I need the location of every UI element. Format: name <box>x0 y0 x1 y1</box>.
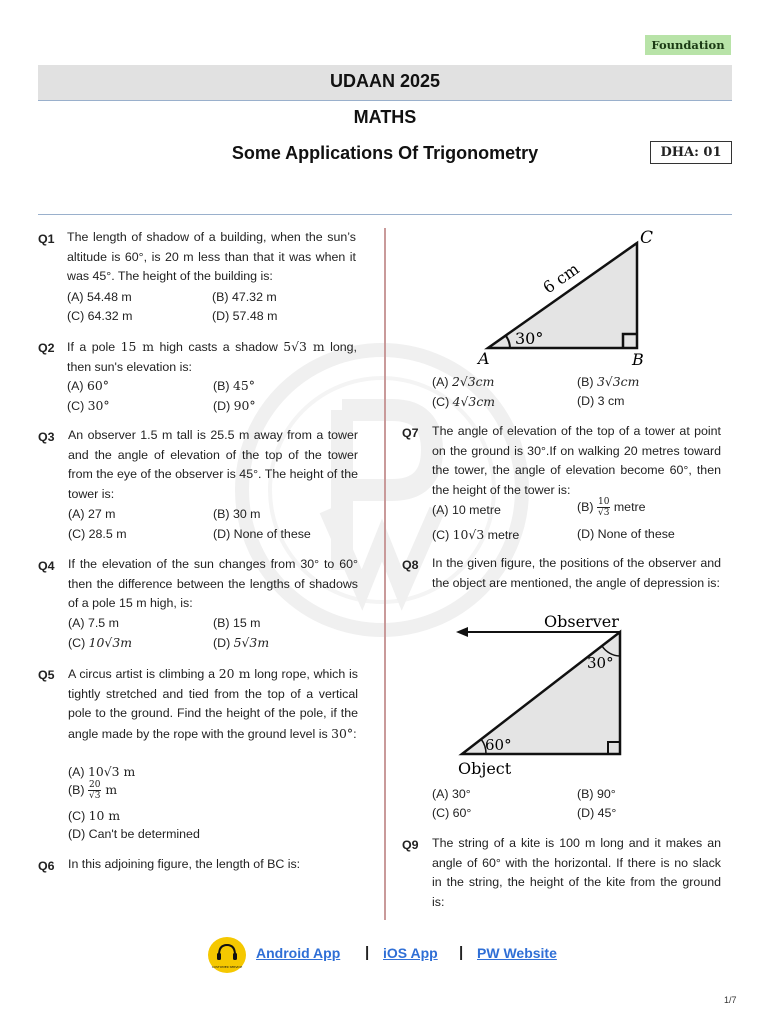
option-b: (B) 3√3cm <box>577 374 640 389</box>
option-a: (A) 10√3 m <box>68 764 136 779</box>
question-number: Q5 <box>38 668 55 682</box>
question-text: If a pole 15 m high casts a shadow 5√3 m long, then sun's elevation is: <box>67 339 357 374</box>
question-text: In the given figure, the positions of the observer and the object are mentioned, the angle of depression is: <box>432 556 721 590</box>
option-a: (A) 30° <box>432 787 471 801</box>
option-b: (B) 47.32 m <box>212 290 277 304</box>
depression-figure-q8 <box>450 608 630 783</box>
vertex-b-label: B <box>632 350 644 369</box>
logo-text: CUSTOMER SERVICE <box>211 965 243 969</box>
question-number: Q9 <box>402 838 419 852</box>
option-b: (B) 45° <box>213 378 255 393</box>
question-number: Q6 <box>38 859 55 873</box>
vertex-a-label: A <box>478 349 490 368</box>
option-d: (D) 57.48 m <box>212 309 278 323</box>
option-d: (D) 90° <box>213 398 256 413</box>
header-divider <box>38 214 732 215</box>
question-number: Q4 <box>38 559 55 573</box>
question-text: A circus artist is climbing a 20 m long rope, which is tightly stretched and tied from the top of a vertical pole to the ground. Find the height of the pole, if the angle made by the rope with the ground level is 30°: <box>68 666 358 741</box>
triangle-figure-q6 <box>470 224 670 369</box>
option-c: (C) 10√3 metre <box>432 527 520 542</box>
option-d: (D) 45° <box>577 806 617 820</box>
option-d: (D) None of these <box>577 527 675 541</box>
question-number: Q7 <box>402 426 419 440</box>
vertex-c-label: C <box>640 228 654 248</box>
question-text: In this adjoining figure, the length of BC is: <box>68 857 301 871</box>
option-c: (C) 30° <box>67 398 110 413</box>
option-a: (A) 2√3cm <box>432 374 495 389</box>
option-a: (A) 54.48 m <box>67 290 132 304</box>
option-d: (D) 3 cm <box>577 394 625 408</box>
page-number: 1/7 <box>724 995 737 1005</box>
page-title: UDAAN 2025 <box>329 71 441 91</box>
option-c: (C) 60° <box>432 806 472 820</box>
question-number: Q3 <box>38 430 55 444</box>
footer-separator: | <box>459 944 464 961</box>
option-b: (B) $\frac{20}{√3}$ m <box>68 780 118 802</box>
option-d: (D) Can't be determined <box>68 827 200 841</box>
angle-label: 30° <box>515 329 544 348</box>
side-label: 6 cm <box>539 259 583 298</box>
option-a: (A) 60° <box>67 378 109 393</box>
question-text: If the elevation of the sun changes from 30° to 60° then the difference between the lengths of shadows of a pole 15 m high, is: <box>68 557 358 610</box>
option-c: (C) 10 m <box>68 808 121 823</box>
customer-service-logo[interactable] <box>208 937 246 973</box>
bottom-angle-label: 60° <box>485 736 512 754</box>
option-a: (A) 10 metre <box>432 503 501 517</box>
top-angle-label: 30° <box>587 654 614 672</box>
option-d: (D) None of these <box>213 527 311 541</box>
chapter-title: Some Applications Of Trigonometry <box>231 143 539 163</box>
question-number: Q8 <box>402 558 419 572</box>
option-b: (B) $\frac{10}{√3}$ metre <box>577 497 646 518</box>
option-c: (C) 10√3m <box>68 635 132 650</box>
option-b: (B) 90° <box>577 787 616 801</box>
option-c: (C) 28.5 m <box>68 527 127 541</box>
observer-label: Observer <box>544 612 619 631</box>
question-text: The length of shadow of a building, when the sun’s altitude is 60°, is 20 m less than that it was when it was 45°. The height of the building is: <box>67 230 356 283</box>
option-b: (B) 30 m <box>213 507 261 521</box>
question-text: An observer 1.5 m tall is 25.5 m away from a tower and the angle of elevation of the top of the tower from the eye of the observer is 45°. The height of the tower is: <box>68 428 358 501</box>
question-text: The string of a kite is 100 m long and it makes an angle of 60° with the horizontal. If there is no slack in the string, the height of the kite from the ground is: <box>432 836 721 909</box>
pw-website-link[interactable]: PW Website <box>477 945 557 961</box>
headset-icon <box>208 937 246 973</box>
ios-app-link[interactable]: iOS App <box>383 945 438 961</box>
subject-title: MATHS <box>353 107 417 127</box>
option-c: (C) 4√3cm <box>432 394 496 409</box>
foundation-badge: Foundation <box>645 35 731 55</box>
footer-separator: | <box>365 944 370 961</box>
android-app-link[interactable]: Android App <box>256 945 341 961</box>
question-number: Q2 <box>38 341 55 355</box>
option-a: (A) 7.5 m <box>68 616 119 630</box>
option-d: (D) 5√3m <box>213 635 270 650</box>
object-label: Object <box>458 759 512 778</box>
option-c: (C) 64.32 m <box>67 309 133 323</box>
option-a: (A) 27 m <box>68 507 116 521</box>
question-number: Q1 <box>38 232 55 246</box>
column-divider <box>384 228 386 920</box>
dha-label: DHA: 01 <box>650 141 732 164</box>
option-b: (B) 15 m <box>213 616 261 630</box>
question-text: The angle of elevation of the top of a tower at point on the ground is 30°.If on walking 20 metres toward the tower, the angle of elevation become 60°, then the height of the tower is: <box>432 424 721 497</box>
